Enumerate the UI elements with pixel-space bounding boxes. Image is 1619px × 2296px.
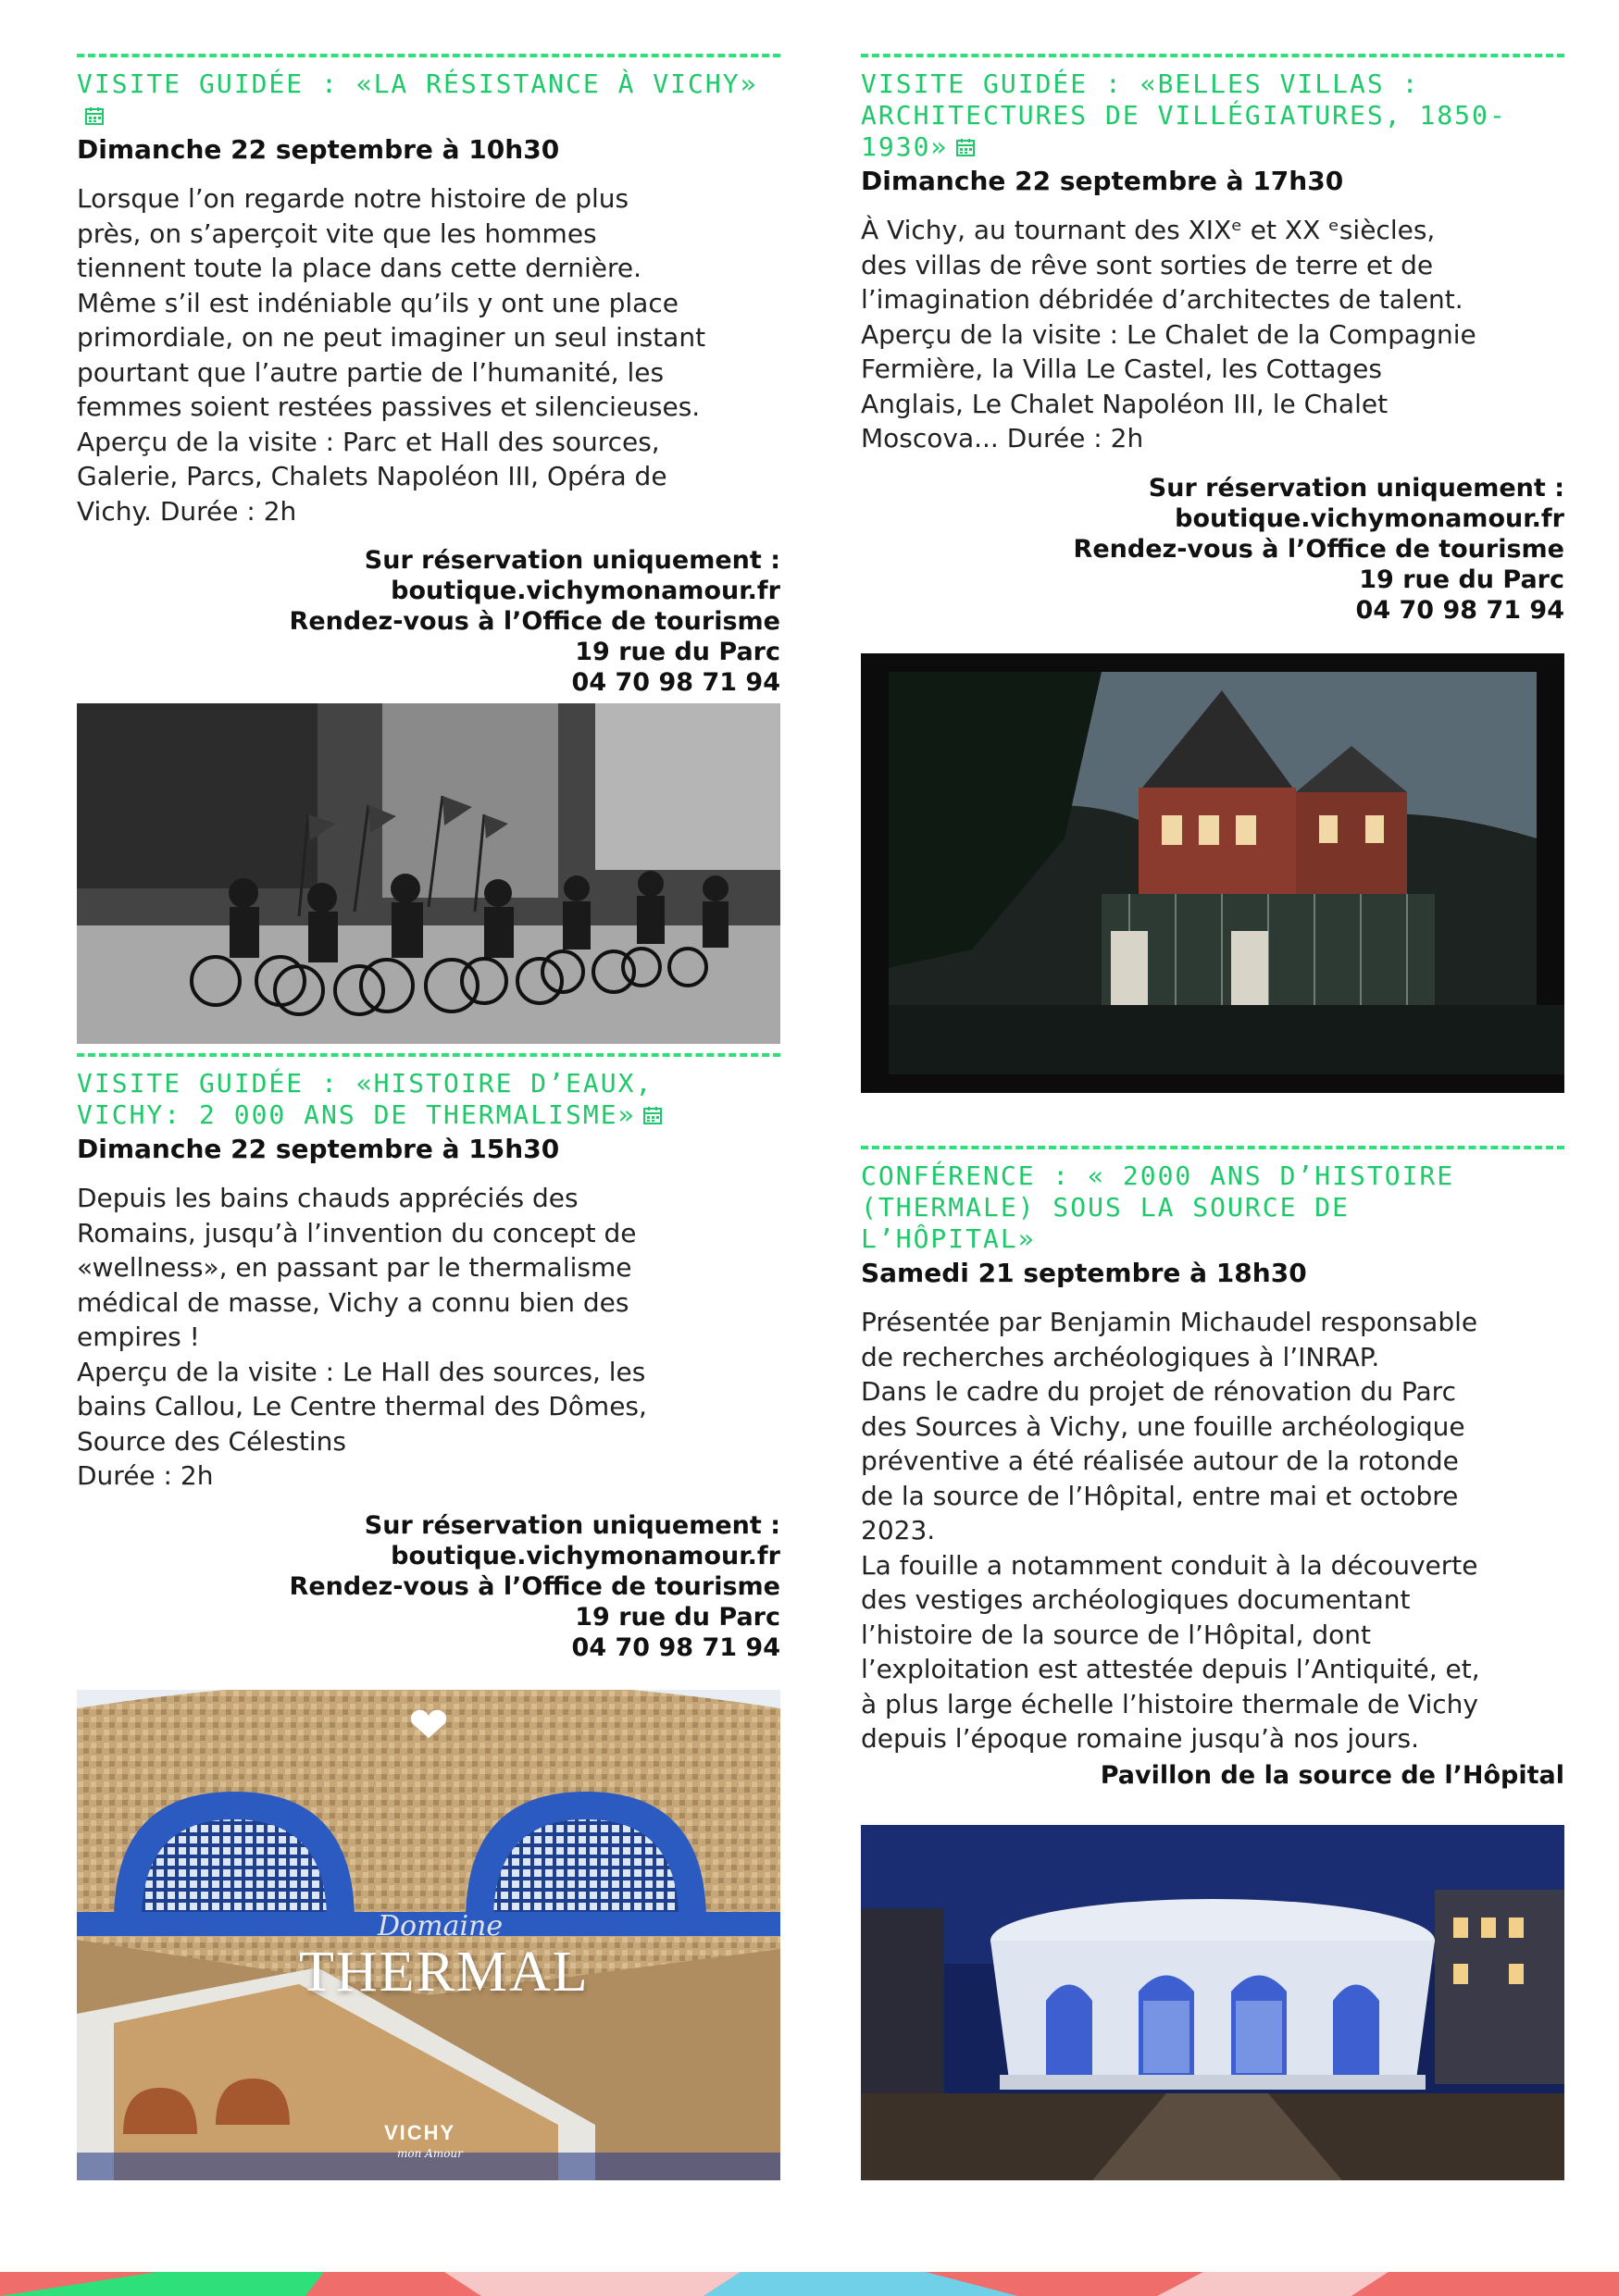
calendar-icon: [84, 105, 105, 126]
villa-photo-art: [861, 653, 1564, 1093]
event-booking-info: [77, 1510, 780, 1663]
event-belles-villas: [861, 54, 1564, 626]
event-description: Présentée par Benjamin Michaudel responsable de recherches archéologiques à l’INRAP. Dans le cadre du projet de rénovation du Parc des Sources à Vichy, une fouille archéologique préventive a été réalisée autour de la rotonde de la source de l’Hôpital, entre mai et octobre 2023. La fouille a notamment conduit à la découverte des vestiges archéologiques documentant l’histoire de la source de l’Hôpital, dont l’exploitation est attestée depuis l’Antiquité, et, à plus large échelle l’histoire thermale de Vichy depuis l’époque romaine jusqu’à nos jours.: [861, 1307, 1480, 1754]
event-description: Lorsque l’on regarde notre histoire de plus près, on s’aperçoit vite que les hommes tiennent toute la place dans cette dernière. Même s’il est indéniable qu’ils y ont une place primordiale, on ne peut imaginer un seul instant pourtant que l’autre partie de l’humanité, les femmes soient restées passives et silencieuses. Aperçu de la visite : Parc et Hall des sources, Galerie, Parcs, Chalets Napoléon III, Opéra de Vichy. Durée : 2h: [77, 183, 706, 527]
poster-script-word: Domaine: [378, 1910, 504, 1942]
dashed-divider: [77, 1053, 780, 1057]
meeting-point: Rendez-vous à l’Office de tourisme: [1073, 534, 1564, 564]
event-date: Dimanche 22 septembre à 10h30: [77, 134, 560, 165]
event-title: VISITE GUIDÉE : «HISTOIRE D’EAUX, VICHY: 2 000 ANS DE THERMALISME»: [77, 1068, 780, 1131]
event-booking-info: [861, 473, 1564, 626]
booking-label: Sur réservation uniquement :: [364, 546, 780, 575]
booking-label: Sur réservation uniquement :: [1148, 473, 1564, 503]
event-title: CONFÉRENCE : « 2000 ANS D’HISTOIRE (THERMALE) SOUS LA SOURCE DE L’HÔPITAL»: [861, 1160, 1455, 1254]
event-date: Dimanche 22 septembre à 15h30: [77, 1134, 560, 1164]
phone-number[interactable]: 04 70 98 71 94: [571, 1632, 780, 1662]
poster-brand-sub: mon Amour: [397, 2147, 463, 2160]
calendar-icon: [955, 137, 976, 157]
dashed-divider: [861, 1146, 1564, 1149]
event-description: Depuis les bains chauds appréciés des Romains, jusqu’à l’invention du concept de «wellness», en passant par le thermalisme médical de masse, Vichy a connu bien des empires ! Aperçu de la visite : Le Hall des sources, les bains Callou, Le Centre thermal des Dômes, Source des Célestins Durée : 2h: [77, 1183, 647, 1491]
event-resistance: [77, 54, 780, 698]
event-date: Dimanche 22 septembre à 17h30: [861, 166, 1344, 196]
dashed-divider: [77, 54, 780, 57]
event-conference: [861, 1146, 1564, 1791]
event-title: VISITE GUIDÉE : «BELLES VILLAS : ARCHITECTURES DE VILLÉGIATURES, 1850- 1930»: [861, 68, 1507, 162]
poster-brand: VICHY: [384, 2121, 456, 2144]
address: 19 rue du Parc: [575, 1602, 780, 1632]
thermal-poster: [77, 1690, 780, 2180]
villa-photo: [861, 653, 1564, 1093]
event-booking-info: [77, 545, 780, 698]
event-title: VISITE GUIDÉE : «LA RÉSISTANCE À VICHY»: [77, 68, 780, 131]
phone-number[interactable]: 04 70 98 71 94: [1355, 595, 1564, 625]
booking-link[interactable]: boutique.vichymonamour.fr: [1175, 503, 1564, 533]
calendar-icon: [642, 1105, 663, 1125]
resistance-photo-art: [77, 703, 780, 1044]
event-date: Samedi 21 septembre à 18h30: [861, 1258, 1307, 1288]
booking-link[interactable]: boutique.vichymonamour.fr: [391, 1541, 780, 1570]
location-name: Pavillon de la source de l’Hôpital: [1100, 1760, 1564, 1790]
booking-link[interactable]: boutique.vichymonamour.fr: [391, 577, 780, 605]
dashed-divider: [861, 54, 1564, 57]
bottom-band-shapes: [0, 2272, 1619, 2296]
bottom-decorative-band: [0, 2272, 1619, 2296]
phone-number[interactable]: 04 70 98 71 94: [571, 668, 780, 697]
address: 19 rue du Parc: [1359, 565, 1564, 594]
address: 19 rue du Parc: [575, 638, 780, 666]
poster-title: THERMAL: [299, 1941, 590, 2004]
event-histoire-eaux: [77, 1053, 780, 1663]
event-location: [861, 1760, 1564, 1791]
meeting-point: Rendez-vous à l’Office de tourisme: [289, 607, 780, 636]
pavilion-photo: [861, 1825, 1564, 2180]
event-description: À Vichy, au tournant des XIXᵉ et XX ᵉsiècles, des villas de rêve sont sorties de terre et de l’imagination débridée d’architectes de talent. Aperçu de la visite : Le Chalet de la Compagnie Fermière, la Villa Le Castel, les Cottages Anglais, Le Chalet Napoléon III, le Chalet Moscova... Durée : 2h: [861, 215, 1476, 453]
resistance-photo: [77, 703, 780, 1044]
pavilion-photo-art: [861, 1825, 1564, 2180]
booking-label: Sur réservation uniquement :: [364, 1510, 780, 1540]
meeting-point: Rendez-vous à l’Office de tourisme: [289, 1571, 780, 1601]
